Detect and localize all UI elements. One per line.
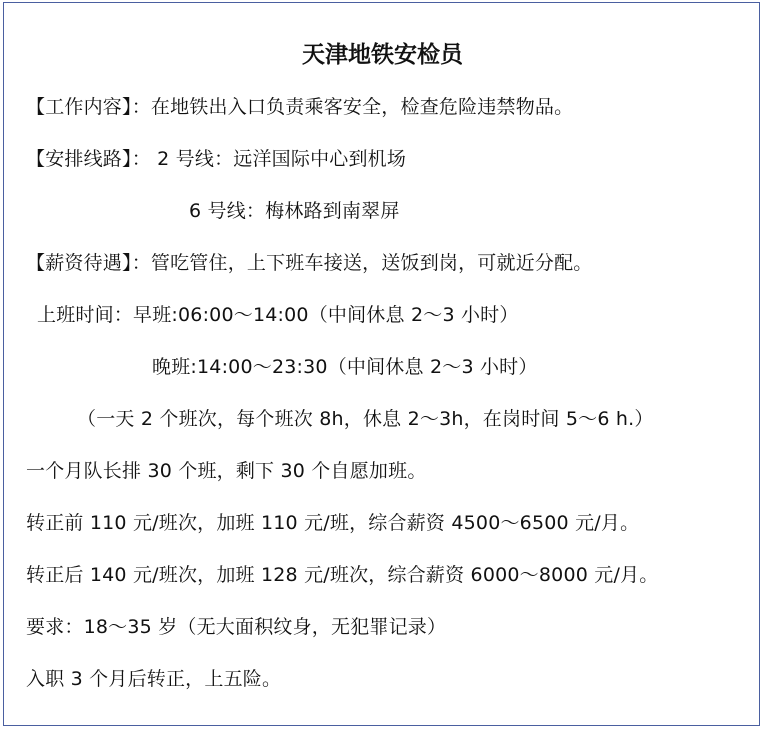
document-title: 天津地铁安检员 <box>302 41 463 68</box>
route-line-6: 6 号线：梅林路到南翠屏 <box>189 200 400 222</box>
post-regular-pay-line: 转正后 140 元/班次，加班 128 元/班次，综合薪资 6000～8000 元/月。 <box>26 564 659 586</box>
route-line-2: 【安排线路】： 2 号线：远洋国际中心到机场 <box>26 148 407 170</box>
job-content-line: 【工作内容】：在地铁出入口负责乘客安全，检查危险违禁物品。 <box>26 96 574 118</box>
probation-line: 入职 3 个月后转正，上五险。 <box>26 668 282 690</box>
pre-regular-pay-line: 转正前 110 元/班次，加班 110 元/班，综合薪资 4500～6500 元/月。 <box>26 512 640 534</box>
evening-shift-line: 晚班:14:00～23:30（中间休息 2～3 小时） <box>152 356 538 378</box>
document-frame <box>3 2 760 726</box>
monthly-shifts-line: 一个月队长排 30 个班，剩下 30 个自愿加班。 <box>26 460 427 482</box>
shift-note-line: （一天 2 个班次，每个班次 8h，休息 2～3h，在岗时间 5～6 h.） <box>77 408 654 430</box>
requirements-line: 要求：18～35 岁（无大面积纹身，无犯罪记录） <box>26 616 447 638</box>
morning-shift-line: 上班时间：早班:06:00～14:00（中间休息 2～3 小时） <box>37 304 519 326</box>
salary-benefits-line: 【薪资待遇】：管吃管住，上下班车接送，送饭到岗，可就近分配。 <box>26 252 593 274</box>
